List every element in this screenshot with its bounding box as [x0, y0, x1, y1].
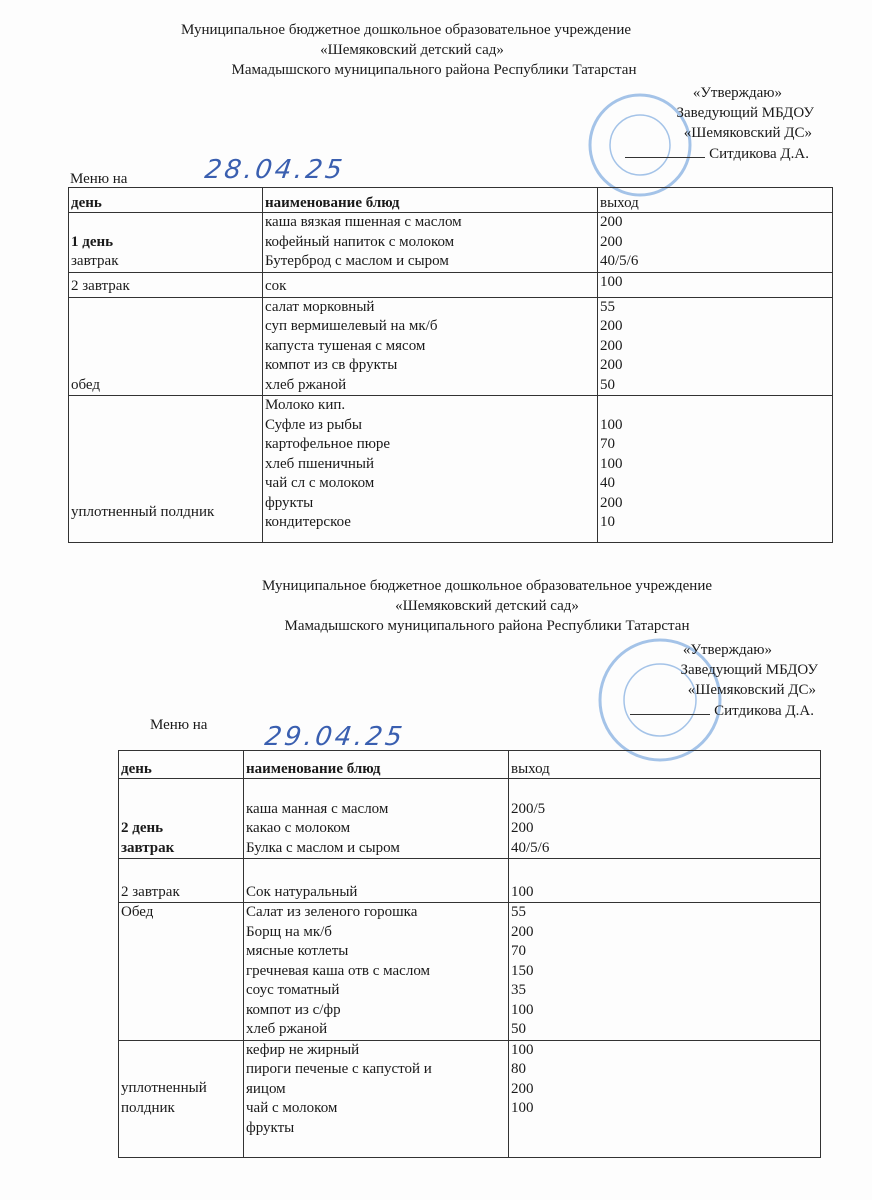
- table-row: [119, 903, 821, 1041]
- dish: Суфле из рыбы: [265, 416, 362, 433]
- yield: 200: [511, 820, 534, 836]
- dish: сок: [263, 272, 598, 297]
- table-row: [69, 272, 833, 297]
- menu-label: Меню на: [150, 717, 208, 733]
- dish: пироги печеные с капустой и яицом: [246, 1061, 432, 1097]
- dish-list: [244, 1040, 509, 1157]
- dish: Салат из зеленого горошка: [246, 904, 418, 920]
- table-row: [119, 1040, 821, 1157]
- signer-name: Ситдикова Д.А.: [709, 146, 809, 162]
- yield: 100: [600, 416, 623, 433]
- dish: Молоко кип.: [265, 397, 346, 413]
- approver-org: «Шемяковский ДС»: [683, 125, 812, 141]
- dish: Борщ на мк/б: [246, 923, 332, 940]
- yield: 50: [600, 376, 615, 393]
- yield: 200: [511, 923, 534, 940]
- yield: 40/5/6: [600, 253, 639, 269]
- dish: хлеб ржаной: [265, 376, 347, 393]
- yield: 200: [600, 494, 623, 511]
- day-label: 2 день: [121, 820, 164, 836]
- column-header-yield: выход: [509, 751, 821, 779]
- table-row: [119, 779, 821, 859]
- column-header-yield: выход: [598, 188, 833, 213]
- yield: 200: [600, 337, 623, 354]
- yield: 200: [600, 318, 623, 334]
- dish: компот из св фрукты: [265, 357, 398, 373]
- yield: 200: [511, 1080, 534, 1097]
- yield: 70: [511, 943, 526, 959]
- dish: кондитерское: [265, 514, 351, 530]
- org-name-line1: Муниципальное бюджетное дошкольное образовательное учреждение: [181, 22, 631, 38]
- dish-list: [263, 213, 598, 273]
- yield: 40: [600, 475, 615, 491]
- yield-list: [509, 903, 821, 1041]
- dish: Булка с маслом и сыром: [246, 839, 400, 856]
- dish: чай сл с молоком: [265, 475, 375, 491]
- dish: хлеб пшеничный: [265, 455, 374, 472]
- dish: компот из с/фр: [246, 1001, 341, 1018]
- dish: Сок натуральный: [244, 859, 509, 903]
- table-header-row: [69, 188, 833, 213]
- dish: соус томатный: [246, 982, 340, 998]
- approve-label: «Утверждаю»: [682, 642, 772, 658]
- column-header-day: день: [69, 188, 263, 213]
- dish: чай с молоком: [246, 1100, 338, 1116]
- table-header-row: [119, 751, 821, 779]
- signer-name: Ситдикова Д.А.: [714, 703, 814, 719]
- org-name-line3: Мамадышского муниципального района Республики Татарстан: [284, 618, 690, 634]
- dish-list: [244, 903, 509, 1041]
- meal-label: завтрак: [71, 253, 119, 269]
- table-row: [69, 396, 833, 543]
- dish: фрукты: [246, 1119, 295, 1136]
- dish: гречневая каша отв с маслом: [246, 962, 431, 979]
- signature-line: [625, 143, 705, 158]
- dish: Бутерброд с маслом и сыром: [265, 253, 449, 269]
- table-row: [69, 213, 833, 273]
- approver-position: Заведующий МБДОУ: [680, 662, 818, 678]
- yield: 100: [511, 1041, 534, 1058]
- dish: кефир не жирный: [246, 1041, 360, 1058]
- dish: мясные котлеты: [246, 943, 349, 959]
- yield: 100: [600, 455, 623, 472]
- yield: 150: [511, 962, 534, 979]
- dish: кофейный напиток с молоком: [265, 233, 455, 250]
- yield: 100: [511, 1100, 534, 1116]
- dish: хлеб ржаной: [246, 1021, 328, 1037]
- meal-cell: уплотненный полдник: [69, 396, 263, 543]
- approver-signature: [625, 143, 809, 164]
- yield: 200/5: [511, 800, 546, 817]
- meal-cell: Обед: [119, 903, 244, 1041]
- dish: капуста тушеная с мясом: [265, 337, 426, 354]
- column-header-dish: наименование блюд: [263, 188, 598, 213]
- approver-signature: [630, 700, 814, 721]
- meal-cell: [69, 213, 263, 273]
- approve-label: «Утверждаю»: [692, 85, 782, 101]
- approver-position: Заведующий МБДОУ: [676, 105, 814, 121]
- yield: 55: [511, 904, 526, 920]
- yield: 70: [600, 436, 615, 452]
- yield: 50: [511, 1021, 526, 1037]
- meal-cell: [119, 779, 244, 859]
- yield: 80: [511, 1061, 526, 1077]
- yield: 200: [600, 357, 623, 373]
- table-row: [119, 859, 821, 903]
- yield: 40/5/6: [511, 839, 550, 856]
- yield: 200: [600, 233, 623, 250]
- dish-list: [263, 396, 598, 543]
- yield-list: [509, 1040, 821, 1157]
- meal-cell: обед: [69, 297, 263, 396]
- yield-list: [598, 297, 833, 396]
- signature-line: [630, 700, 710, 715]
- menu-label: Меню на: [70, 171, 128, 187]
- day-label: 1 день: [71, 233, 114, 250]
- dish-list: [263, 297, 598, 396]
- dish: каша вязкая пшенная с маслом: [265, 214, 462, 230]
- org-name-line2: «Шемяковский детский сад»: [320, 42, 504, 58]
- menu-date-handwritten: 28.04.25: [202, 155, 347, 185]
- yield: 200: [600, 214, 623, 230]
- dish-list: [244, 779, 509, 859]
- org-name-line2: «Шемяковский детский сад»: [395, 598, 579, 614]
- dish: суп вермишелевый на мк/б: [265, 318, 438, 334]
- yield: [600, 396, 830, 416]
- org-name-line3: Мамадышского муниципального района Республики Татарстан: [231, 62, 637, 78]
- column-header-dish: наименование блюд: [244, 751, 509, 779]
- approver-org: «Шемяковский ДС»: [687, 682, 816, 698]
- yield-list: [598, 396, 833, 543]
- yield: 10: [600, 514, 615, 530]
- meal-cell: 2 завтрак: [119, 859, 244, 903]
- table-row: [69, 297, 833, 396]
- yield-list: [598, 213, 833, 273]
- yield: 100: [509, 859, 821, 903]
- yield: 55: [600, 298, 615, 315]
- column-header-day: день: [119, 751, 244, 779]
- dish: фрукты: [265, 494, 314, 511]
- dish: картофельное пюре: [265, 436, 391, 452]
- yield: 35: [511, 982, 526, 998]
- meal-cell: уплотненный полдник: [119, 1040, 244, 1157]
- dish: салат морковный: [265, 298, 375, 315]
- meal-label: завтрак: [121, 839, 175, 856]
- org-name-line1: Муниципальное бюджетное дошкольное образовательное учреждение: [262, 578, 712, 594]
- menu-date-handwritten: 29.04.25: [262, 722, 407, 752]
- meal-cell: 2 завтрак: [69, 272, 263, 297]
- yield-list: [509, 779, 821, 859]
- dish: какао с молоком: [246, 820, 351, 836]
- yield: 100: [511, 1001, 534, 1018]
- yield: 100: [598, 272, 833, 297]
- dish: каша манная с маслом: [246, 800, 389, 817]
- menu-table-day2: [118, 750, 821, 1158]
- menu-table-day1: [68, 187, 833, 543]
